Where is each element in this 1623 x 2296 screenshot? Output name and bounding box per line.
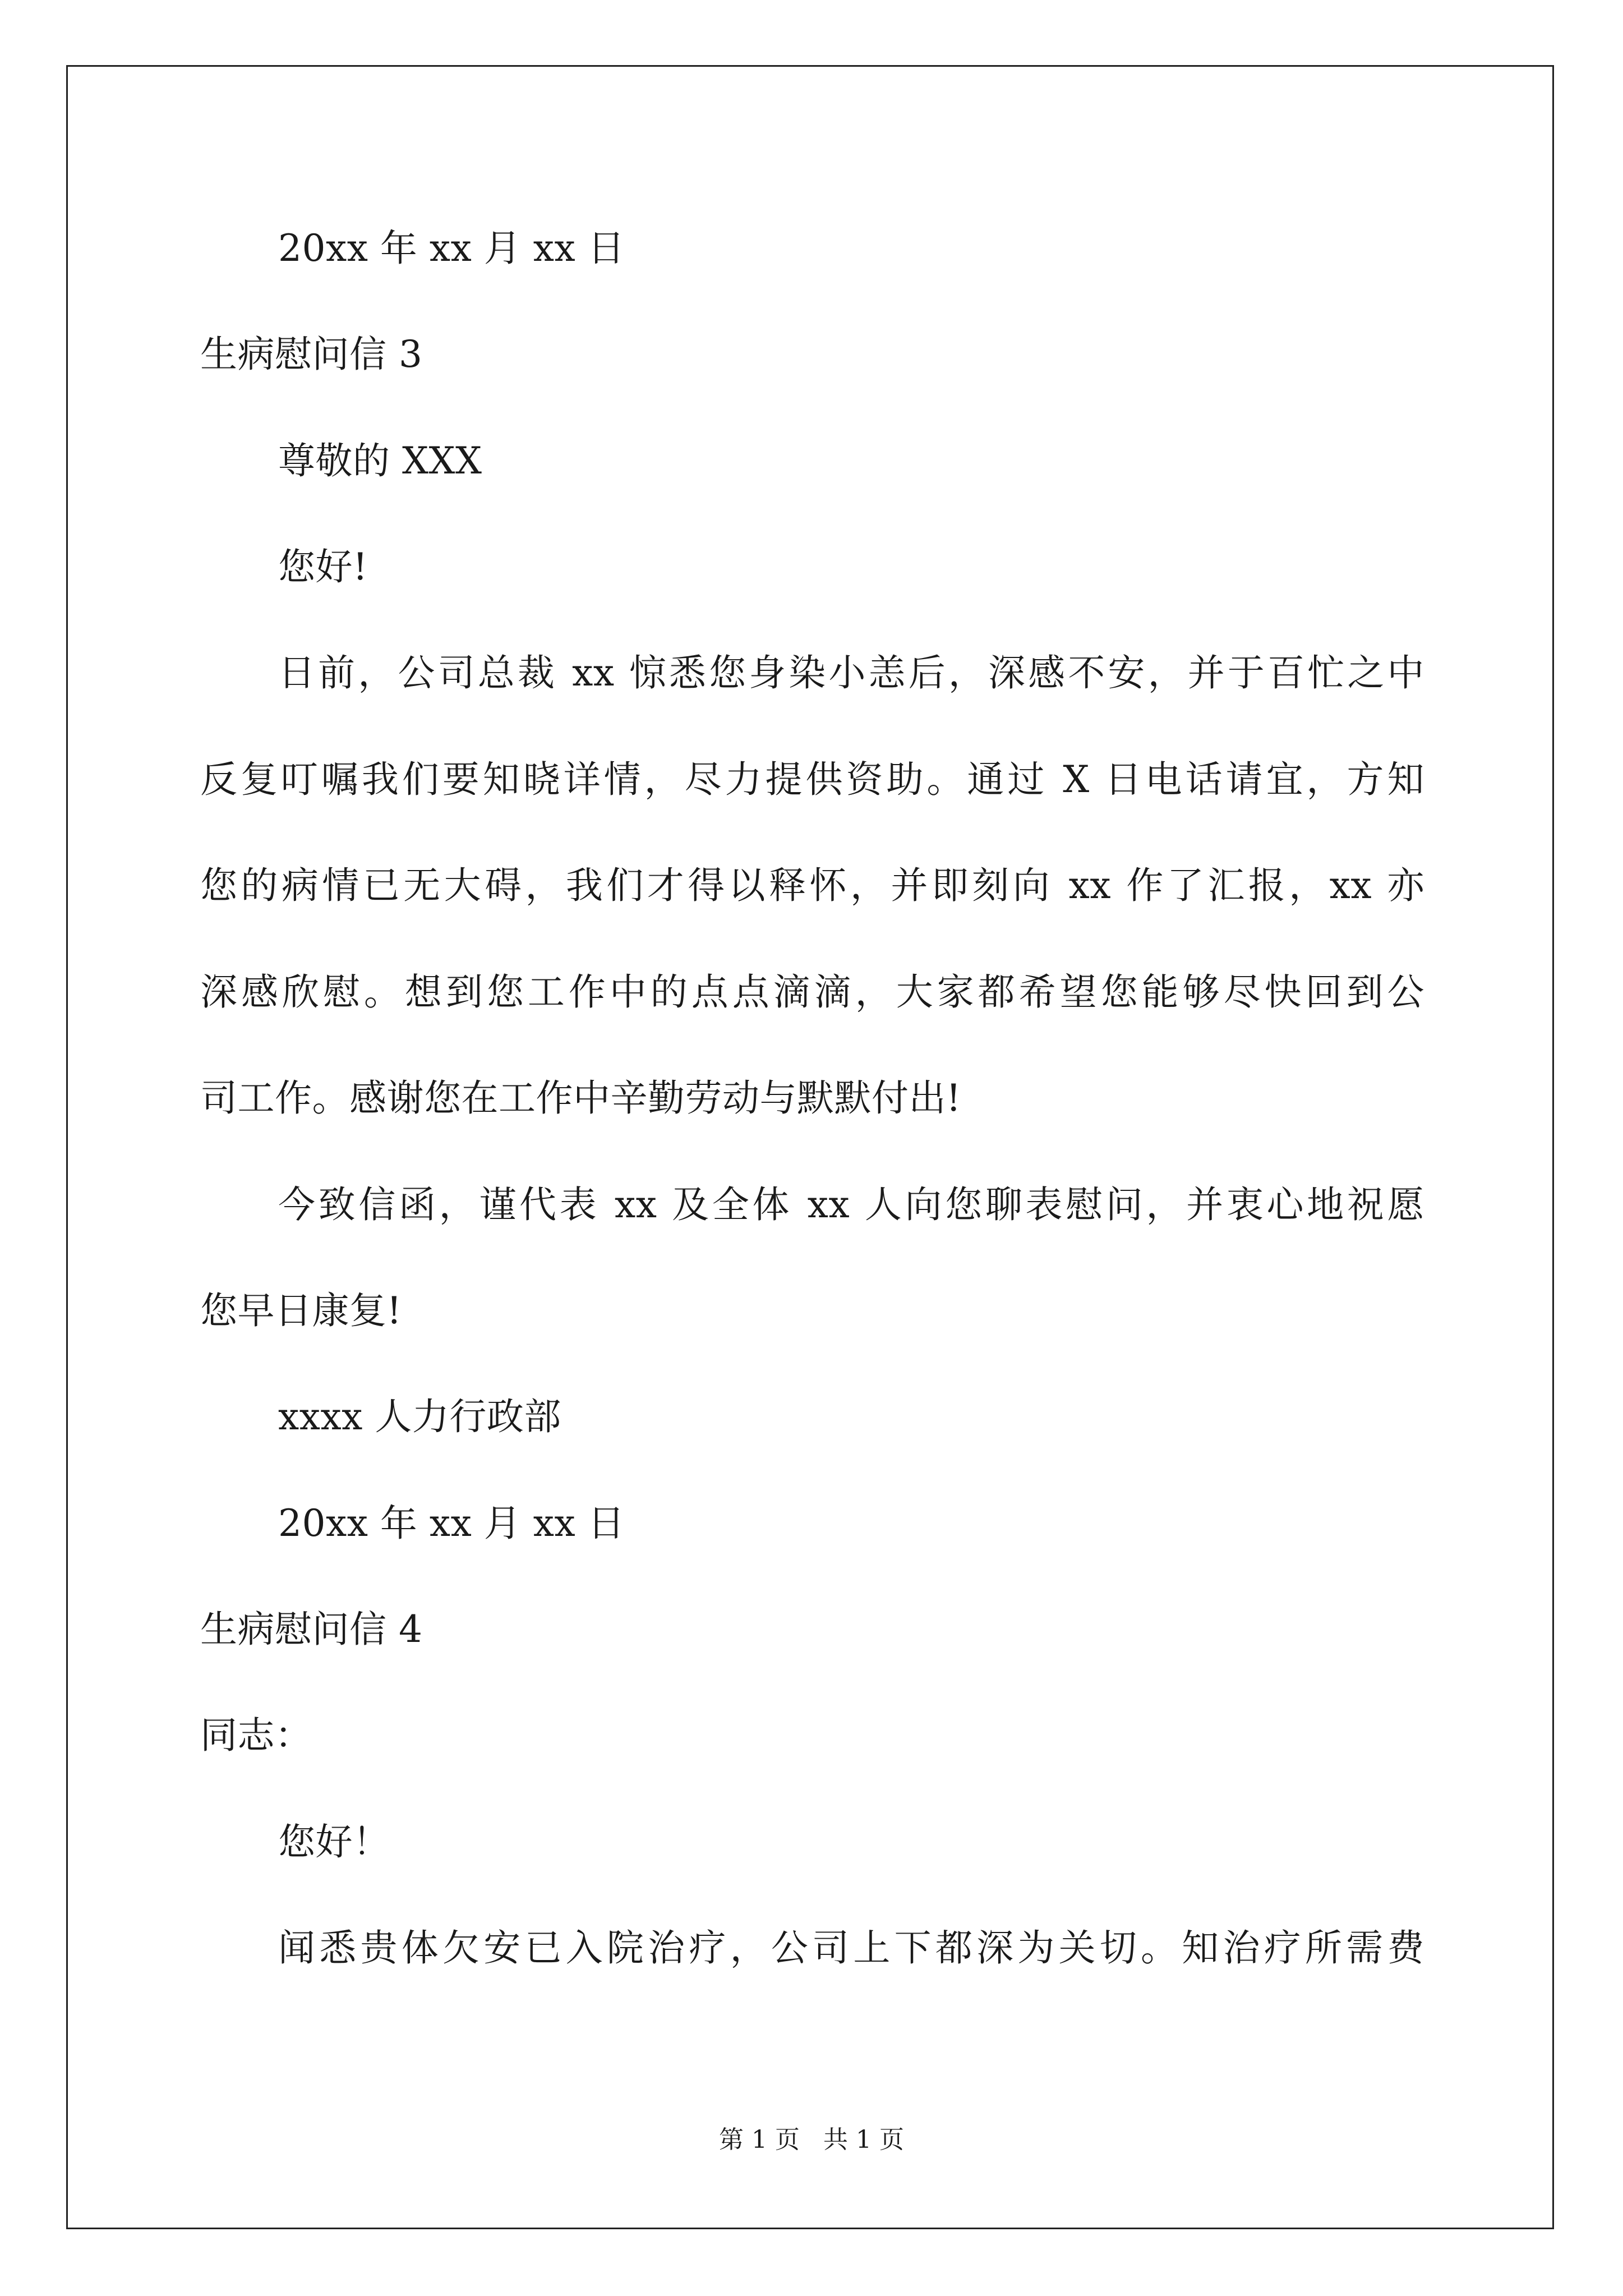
date-line: 20xx 年 xx 月 xx 日: [278, 227, 625, 270]
body-line: 反复叮嘱我们要知晓详情，尽力提供资助。通过 X 日电话请宜，方知: [200, 758, 1424, 801]
date-line: 20xx 年 xx 月 xx 日: [278, 1502, 625, 1545]
body-line: 深感欣慰。想到您工作中的点点滴滴，大家都希望您能够尽快回到公: [200, 970, 1424, 1014]
body-line: 今致信函，谨代表 xx 及全体 xx 人向您聊表慰问，并衷心地祝愿: [278, 1183, 1424, 1226]
greeting-line: 您好！: [278, 1820, 390, 1864]
signature-line: xxxx 人力行政部: [278, 1395, 561, 1438]
greeting-line: 您好!: [278, 545, 368, 588]
letter-heading-4: 生病慰问信 4: [200, 1608, 423, 1651]
page-border: [66, 65, 1554, 2229]
letter-heading-3: 生病慰问信 3: [200, 333, 423, 376]
body-line: 闻悉贵体欠安已入院治疗，公司上下都深为关切。知治疗所需费: [278, 1926, 1424, 1970]
salutation-line: 尊敬的 XXX: [278, 439, 482, 482]
page-indicator: 第 1 页 共 1 页: [719, 2125, 904, 2154]
body-line: 您早日康复!: [200, 1289, 402, 1332]
body-line: 日前，公司总裁 xx 惊悉您身染小恙后，深感不安，并于百忙之中: [278, 651, 1424, 694]
salutation-line: 同志：: [200, 1714, 312, 1757]
body-line: 司工作。感谢您在工作中辛勤劳动与默默付出!: [200, 1076, 962, 1120]
body-line: 您的病情已无大碍，我们才得以释怀，并即刻向 xx 作了汇报，xx 亦: [200, 864, 1424, 907]
